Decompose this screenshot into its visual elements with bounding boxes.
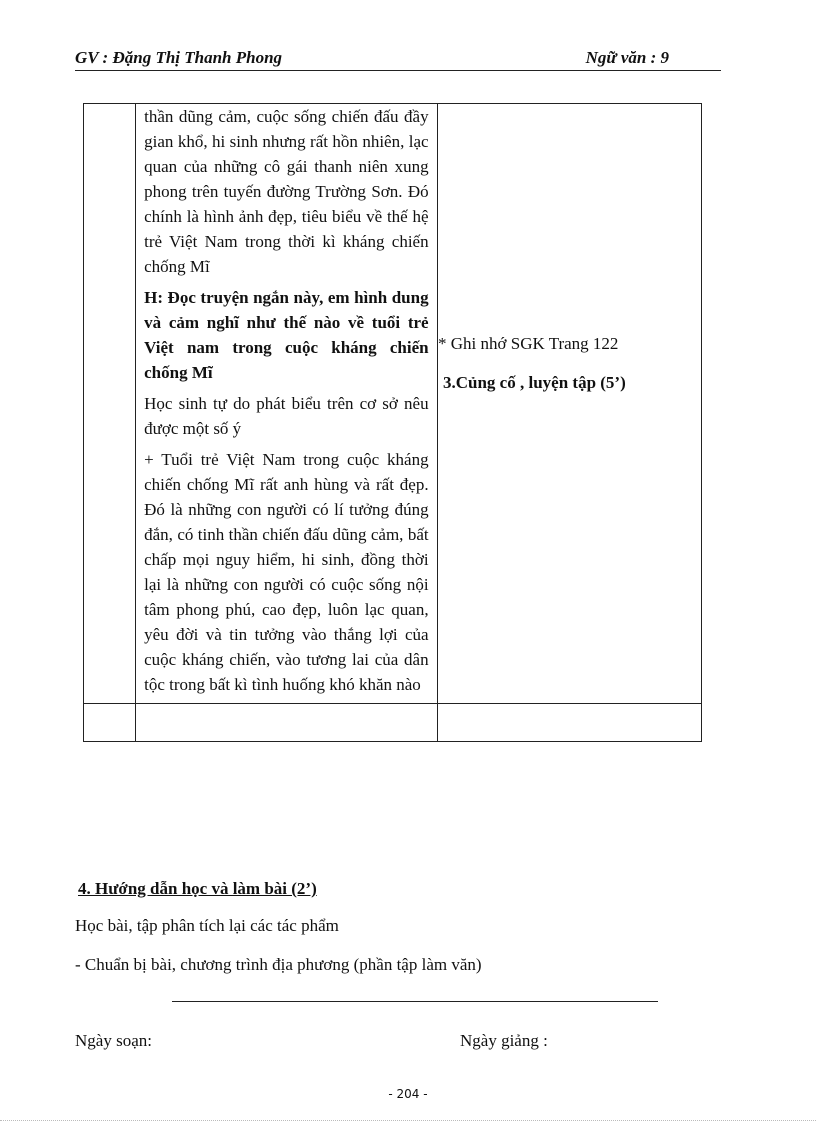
divider bbox=[172, 1001, 658, 1002]
table-cell-right bbox=[437, 704, 701, 742]
table-cell-middle bbox=[136, 104, 437, 704]
memo-note: * Ghi nhớ SGK Trang 122 bbox=[438, 334, 619, 353]
footer-divider bbox=[0, 1120, 816, 1121]
instruction-line: Học bài, tập phân tích lại các tác phẩm bbox=[75, 916, 339, 935]
table-row bbox=[84, 704, 702, 742]
page-header bbox=[75, 48, 721, 71]
date-taught-label: Ngày giảng : bbox=[460, 1031, 548, 1050]
table-row bbox=[84, 104, 702, 704]
table-cell-left bbox=[84, 104, 136, 704]
instruction-line: - Chuẩn bị bài, chương trình địa phương (phần tập làm văn) bbox=[75, 955, 482, 974]
table-cell-left bbox=[84, 704, 136, 742]
section-heading: 4. Hướng dẫn học và làm bài (2’) bbox=[78, 879, 317, 898]
paragraph: Học sinh tự do phát biểu trên cơ sở nêu được một số ý bbox=[144, 394, 429, 438]
paragraph: + Tuổi trẻ Việt Nam trong cuộc kháng chiến chống Mĩ rất anh hùng và rất đẹp. Đó là những con người có lí tưởng đúng đắn, có tinh thần chiến đấu dũng cảm, bất chấp mọi nguy hiểm, hi sinh, đồng thời lại là những con người có cuộc sống nội tâm phong phú, cao đẹp, luôn lạc quan, yêu đời và tin tưởng vào thắng lợi của cuộc kháng chiến, vào tương lai của dân tộc trong bất kì tình huống khó khăn nào bbox=[144, 450, 429, 694]
lesson-table bbox=[83, 103, 702, 742]
date-prepared-label: Ngày soạn: bbox=[75, 1031, 152, 1050]
page-number: - 204 - bbox=[388, 1087, 428, 1101]
table-cell-middle bbox=[136, 704, 437, 742]
section-heading: 3.Củng cố , luyện tập (5’) bbox=[443, 373, 626, 392]
paragraph: thần dũng cảm, cuộc sống chiến đấu đầy gian khổ, hi sinh nhưng rất hồn nhiên, lạc quan của những cô gái thanh niên xung phong trên tuyến đường Trường Sơn. Đó chính là hình ảnh đẹp, tiêu biểu về thế hệ trẻ Việt Nam trong thời kì kháng chiến chống Mĩ bbox=[144, 107, 429, 276]
subject-label: Ngữ văn : 9 bbox=[585, 48, 669, 67]
teacher-name: GV : Đặng Thị Thanh Phong bbox=[75, 48, 283, 67]
table-cell-right bbox=[437, 104, 701, 704]
question: H: Đọc truyện ngắn này, em hình dung và cảm nghĩ như thế nào về tuổi trẻ Việt nam trong cuộc kháng chiến chống Mĩ bbox=[144, 288, 429, 382]
